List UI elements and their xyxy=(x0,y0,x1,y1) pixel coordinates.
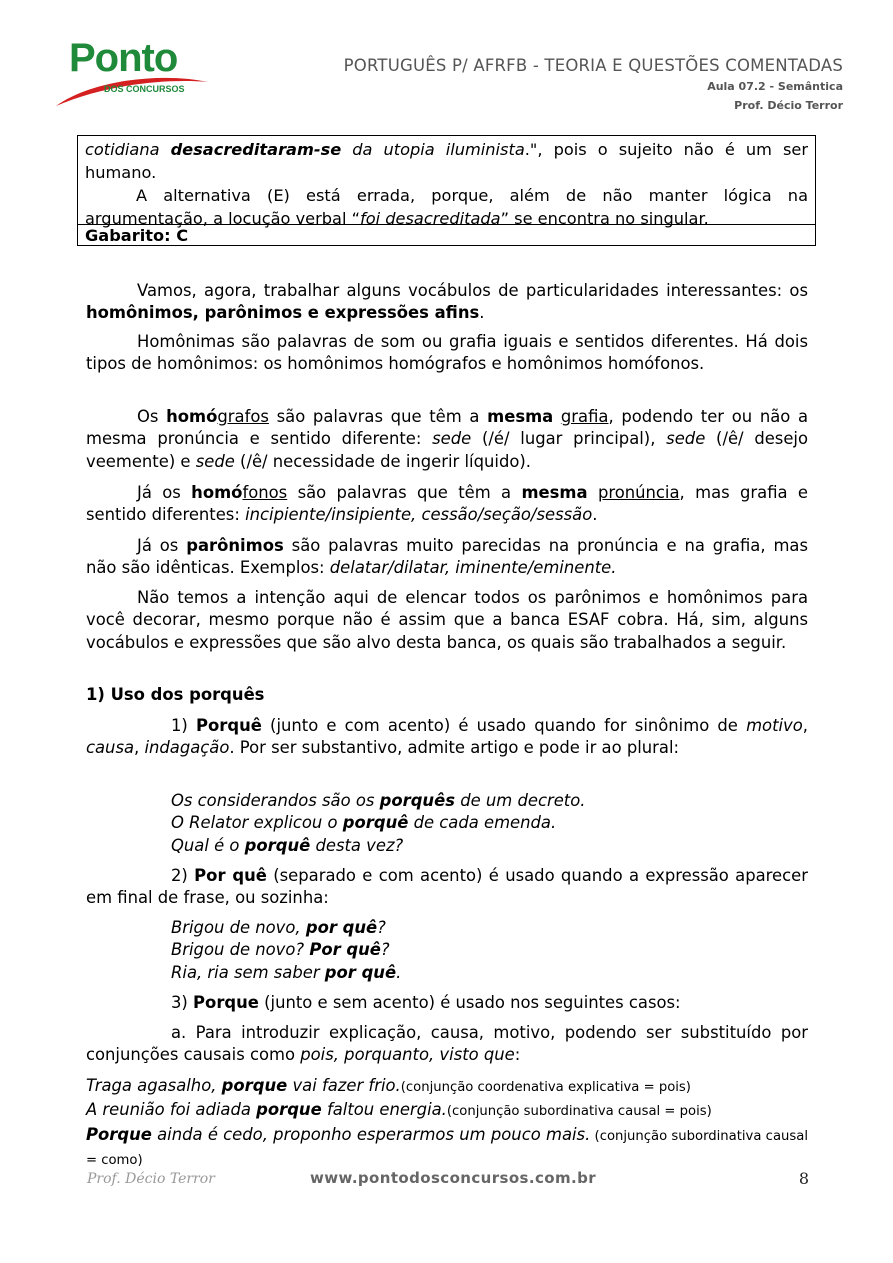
answer-box-line-1: cotidiana desacreditaram-se da utopia iluminista.", pois o sujeito não é um ser humano. xyxy=(85,140,808,182)
header-professor: Prof. Décio Terror xyxy=(734,99,843,112)
header-title: PORTUGUÊS P/ AFRFB - TEORIA E QUESTÕES COMENTADAS xyxy=(343,56,843,75)
answer-box-line-2: A alternativa (E) está errada, porque, além de não manter lógica na argumentação, a locução verbal “foi desacreditada” se encontra no singular. xyxy=(85,186,808,228)
example-line: Brigou de novo? Por quê? xyxy=(171,940,390,960)
answer-box-text xyxy=(85,138,808,230)
paragraph-homografos: Os homógrafos são palavras que têm a mesma grafia, podendo ter ou não a mesma pronúncia e sentido diferente: sede (/é/ lugar principal), sede (/ê/ desejo veemente) e sede (/ê/ necessidade de ingerir líquido). xyxy=(86,407,809,471)
example-line: A reunião foi adiada porque faltou energia.(conjunção subordinativa causal = pois) xyxy=(86,1100,712,1120)
examples-porque-causal xyxy=(86,1075,808,1172)
paragraph-intencao: Não temos a intenção aqui de elencar todos os parônimos e homônimos para você decorar, mesmo porque não é assim que a banca ESAF cobra. Há, sim, alguns vocábulos e expressões que são alvo desta banca, os quais são trabalhados a seguir. xyxy=(86,588,808,652)
page-number: 8 xyxy=(798,1169,809,1188)
paragraph-homofonos: Já os homófonos são palavras que têm a mesma pronúncia, mas grafia e sentido diferentes: incipiente/insipiente, cessão/seção/sessão. xyxy=(86,483,809,525)
item-porque-sem-acento: 3) Porque (junto e sem acento) é usado nos seguintes casos: xyxy=(171,993,681,1012)
example-line: Ria, ria sem saber por quê. xyxy=(171,962,402,982)
example-line: Brigou de novo, por quê? xyxy=(171,918,386,937)
item-porque-acento: 1) Porquê (junto e com acento) é usado quando for sinônimo de motivo, causa, indagação. Por ser substantivo, admite artigo e pode ir ao plural: xyxy=(86,716,808,758)
example-line: Traga agasalho, porque vai fazer frio.(conjunção coordenativa explicativa = pois) xyxy=(86,1076,691,1095)
section-heading: 1) Uso dos porquês xyxy=(86,685,265,704)
footer-url[interactable]: www.pontodosconcursos.com.br xyxy=(310,1169,597,1187)
gabarito-row: Gabarito: C xyxy=(78,224,815,247)
item-por-que: 2) Por quê (separado e com acento) é usado quando a expressão aparecer em final de frase, ou sozinha: xyxy=(86,866,808,908)
paragraph-paronimos: Já os parônimos são palavras muito parecidas na pronúncia e na grafia, mas não são idênticas. Exemplos: delatar/dilatar, iminente/eminente. xyxy=(86,536,808,578)
example-line: Qual é o porquê desta vez? xyxy=(171,835,404,855)
example-line: O Relator explicou o porquê de cada emenda. xyxy=(171,813,557,833)
logo xyxy=(52,38,212,106)
header-aula: Aula 07.2 - Semântica xyxy=(707,80,843,93)
paragraph-intro: Vamos, agora, trabalhar alguns vocábulos de particularidades interessantes: os homônimos, parônimos e expressões afins. xyxy=(86,281,808,323)
item-porque-a: a. Para introduzir explicação, causa, motivo, podendo ser substituído por conjunções causais como pois, porquanto, visto que: xyxy=(86,1023,808,1065)
examples-porque xyxy=(86,790,893,857)
examples-por-que xyxy=(86,917,893,984)
example-line: Os considerandos são os porquês de um decreto. xyxy=(171,791,586,810)
answer-box xyxy=(77,135,816,246)
paragraph-homonimas: Homônimas são palavras de som ou grafia iguais e sentidos diferentes. Há dois tipos de homônimos: os homônimos homógrafos e homônimos homófonos. xyxy=(86,332,808,374)
footer-author: Prof. Décio Terror xyxy=(87,1171,215,1187)
example-line: Porque ainda é cedo, proponho esperarmos um pouco mais. (conjunção subordinativa causal = como) xyxy=(86,1124,808,1168)
logo-wordmark: Ponto xyxy=(69,36,178,80)
logo-subtitle: DOS CONCURSOS xyxy=(104,84,185,94)
